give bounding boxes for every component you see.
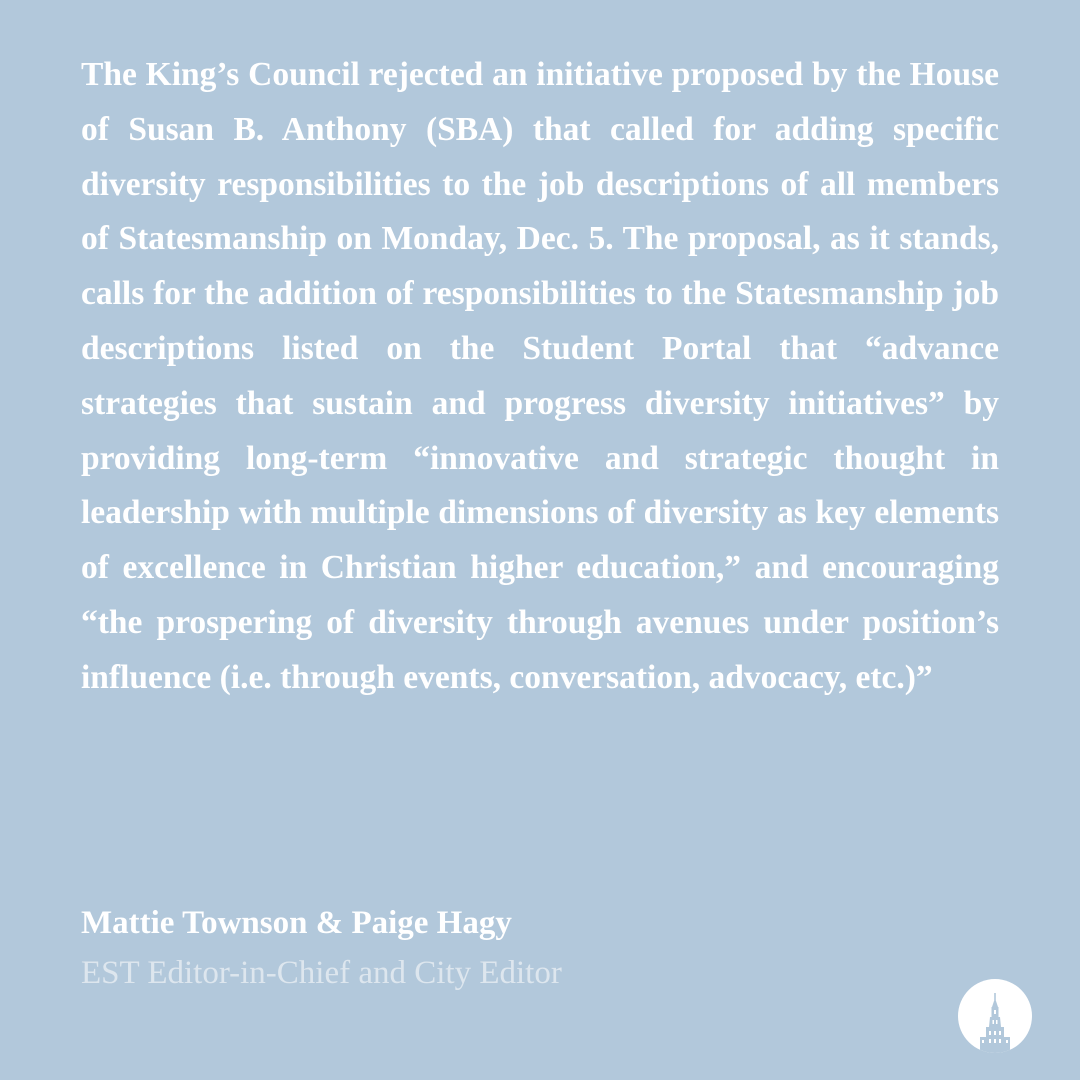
article-excerpt: The King’s Council rejected an initiative proposed by the House of Susan B. Anthony (SBA) that called for adding specific diversity responsibilities to the job descriptions of all members of Statesmanship on Monday, Dec. 5. The proposal, as it stands, calls for the addition of responsibilities to the Statesmanship job descriptions listed on the Student Portal that “advance strategies that sustain and progress diversity initiatives” by providing long-term “innovative and strategic thought in leadership with multiple dimensions of diversity as key elements of excellence in Christian higher education,” and encouraging “the prospering of diversity through avenues under position’s influence (i.e. through events, conversation, advocacy, etc.)” bbox=[81, 56, 999, 696]
author-names: Mattie Townson & Paige Hagy bbox=[81, 905, 512, 941]
tower-icon bbox=[958, 979, 1032, 1053]
author-roles: EST Editor-in-Chief and City Editor bbox=[81, 955, 562, 991]
publication-logo bbox=[958, 979, 1032, 1053]
